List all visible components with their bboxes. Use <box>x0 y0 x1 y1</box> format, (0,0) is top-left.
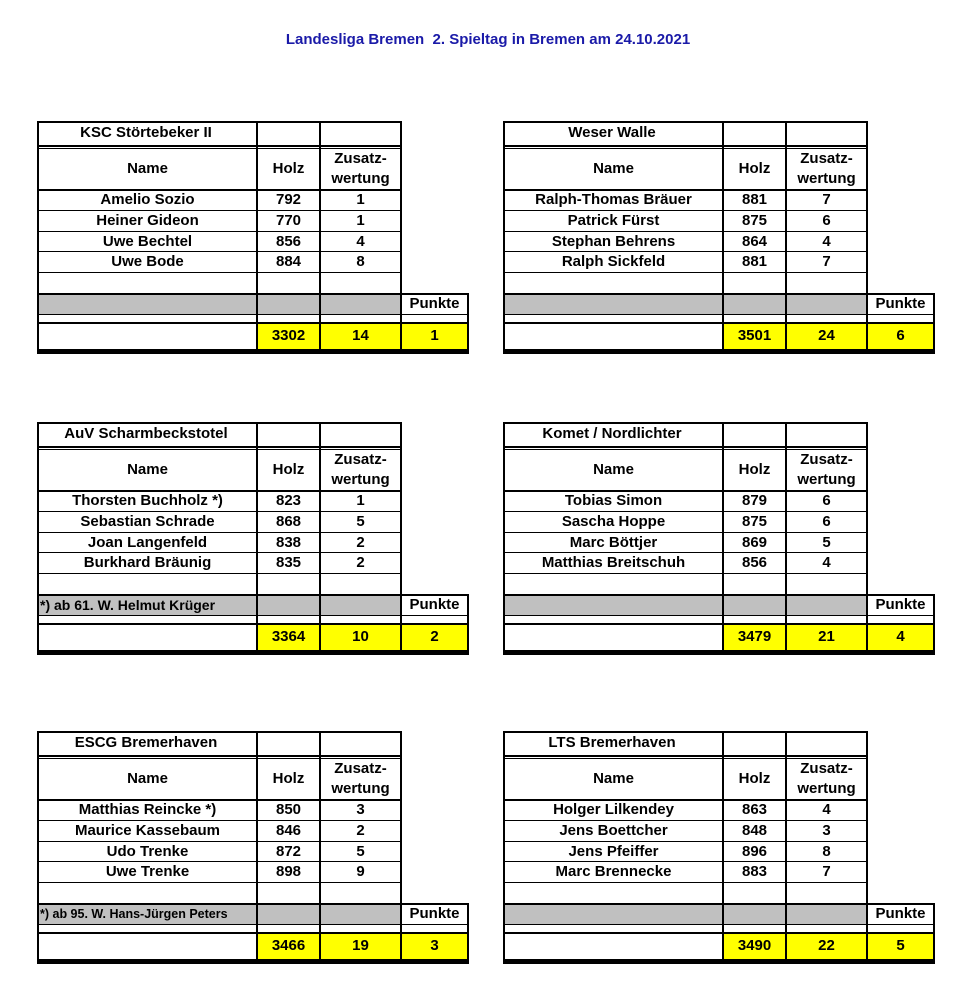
player-name: Stephan Behrens <box>551 232 676 250</box>
player-zusatzwertung: 2 <box>356 554 365 571</box>
player-holz: 863 <box>741 801 768 818</box>
player-holz: 838 <box>275 533 302 551</box>
player-zusatzwertung: 1 <box>356 212 365 229</box>
player-holz: 835 <box>275 554 302 571</box>
column-header-zusatzwertung <box>787 449 866 490</box>
team-punkte: 3 <box>430 937 439 954</box>
player-holz: 864 <box>741 232 768 250</box>
grid-line <box>400 121 402 353</box>
player-zusatzwertung: 7 <box>822 253 831 270</box>
grid-line <box>37 446 402 448</box>
total-zusatzwertung: 19 <box>352 937 369 954</box>
total-holz: 3479 <box>737 628 772 645</box>
column-header-name: Name <box>593 770 634 787</box>
column-header-zusatz-line1: Zusatz- <box>334 149 387 167</box>
column-header-name: Name <box>127 160 168 177</box>
player-zusatzwertung: 7 <box>822 863 831 880</box>
player-zusatzwertung: 4 <box>822 801 831 818</box>
player-holz: 848 <box>741 822 768 839</box>
player-name: Matthias Breitschuh <box>541 554 686 571</box>
column-header-zusatz-line2: wertung <box>797 470 856 488</box>
grid-line <box>503 654 935 655</box>
column-header-holz: Holz <box>738 770 771 787</box>
team-name: LTS Bremerhaven <box>548 734 676 751</box>
total-holz: 3490 <box>737 937 772 954</box>
column-header-zusatz-line2: wertung <box>797 169 856 187</box>
total-holz: 3501 <box>737 327 772 344</box>
player-holz: 869 <box>741 533 768 551</box>
player-holz: 884 <box>275 253 302 270</box>
team-table <box>503 121 935 353</box>
column-header-zusatz-line1: Zusatz- <box>800 450 853 468</box>
team-name: Komet / Nordlichter <box>542 425 682 442</box>
grid-line <box>37 882 402 883</box>
gray-band <box>505 293 866 314</box>
grid-line <box>503 963 935 964</box>
column-header-zusatzwertung <box>787 148 866 189</box>
player-holz: 872 <box>275 842 302 860</box>
player-name: Udo Trenke <box>106 842 189 860</box>
player-holz: 881 <box>741 191 768 208</box>
grid-line <box>37 961 469 963</box>
player-zusatzwertung: 5 <box>822 533 831 551</box>
player-holz: 770 <box>275 212 302 229</box>
player-zusatzwertung: 1 <box>356 191 365 208</box>
player-holz: 868 <box>275 513 302 530</box>
player-zusatzwertung: 2 <box>356 533 365 551</box>
punkte-label: Punkte <box>875 295 926 312</box>
grid-line <box>933 594 935 654</box>
total-holz: 3302 <box>271 327 306 344</box>
player-holz: 898 <box>275 863 302 880</box>
player-zusatzwertung: 6 <box>822 492 831 509</box>
grid-line <box>933 903 935 963</box>
team-name: ESCG Bremerhaven <box>74 734 218 751</box>
player-zusatzwertung: 4 <box>822 232 831 250</box>
team-table <box>37 422 469 654</box>
column-header-zusatz-line2: wertung <box>331 169 390 187</box>
total-zusatzwertung: 14 <box>352 327 369 344</box>
player-zusatzwertung: 4 <box>356 232 365 250</box>
total-zusatzwertung: 21 <box>818 628 835 645</box>
grid-line <box>37 963 469 964</box>
team-name: Weser Walle <box>568 124 656 141</box>
player-zusatzwertung: 2 <box>356 822 365 839</box>
gray-band <box>505 903 866 924</box>
player-holz: 875 <box>741 513 768 530</box>
team-punkte: 2 <box>430 628 439 645</box>
player-holz: 846 <box>275 822 302 839</box>
player-name: Heiner Gideon <box>96 212 199 229</box>
player-holz: 896 <box>741 842 768 860</box>
grid-line <box>503 446 868 448</box>
grid-line <box>503 882 868 883</box>
total-zusatzwertung: 22 <box>818 937 835 954</box>
total-zusatzwertung: 10 <box>352 628 369 645</box>
grid-line <box>503 652 935 654</box>
player-name: Maurice Kassebaum <box>74 822 221 839</box>
grid-line <box>37 145 402 147</box>
column-header-zusatzwertung <box>787 758 866 799</box>
column-header-name: Name <box>127 770 168 787</box>
substitution-note: *) ab 61. W. Helmut Krüger <box>40 597 216 613</box>
grid-line <box>37 314 469 315</box>
player-name: Joan Langenfeld <box>87 533 208 551</box>
grid-line <box>37 755 402 757</box>
punkte-label: Punkte <box>409 905 460 922</box>
player-name: Jens Boettcher <box>559 822 668 839</box>
player-holz: 883 <box>741 863 768 880</box>
player-name: Patrick Fürst <box>567 212 660 229</box>
team-punkte: 6 <box>896 327 905 344</box>
player-zusatzwertung: 4 <box>822 554 831 571</box>
grid-line <box>866 731 868 963</box>
team-name: KSC Störtebeker II <box>80 124 212 141</box>
player-holz: 881 <box>741 253 768 270</box>
grid-line <box>503 924 935 925</box>
player-name: Amelio Sozio <box>100 191 195 208</box>
player-name: Sascha Hoppe <box>561 513 666 530</box>
page-title: Landesliga Bremen 2. Spieltag in Bremen am 24.10.2021 <box>285 31 691 48</box>
column-header-holz: Holz <box>738 160 771 177</box>
grid-line <box>400 422 402 654</box>
player-zusatzwertung: 5 <box>356 513 365 530</box>
player-zusatzwertung: 3 <box>356 801 365 818</box>
punkte-label: Punkte <box>409 596 460 613</box>
player-holz: 875 <box>741 212 768 229</box>
player-name: Uwe Trenke <box>105 863 190 880</box>
column-header-zusatz-line1: Zusatz- <box>334 450 387 468</box>
player-name: Jens Pfeiffer <box>568 842 659 860</box>
column-header-zusatz-line2: wertung <box>331 470 390 488</box>
grid-line <box>933 293 935 353</box>
player-zusatzwertung: 6 <box>822 513 831 530</box>
player-holz: 850 <box>275 801 302 818</box>
column-header-holz: Holz <box>738 461 771 478</box>
column-header-zusatz-line1: Zusatz- <box>800 149 853 167</box>
player-zusatzwertung: 7 <box>822 191 831 208</box>
grid-line <box>503 272 868 273</box>
player-name: Ralph-Thomas Bräuer <box>535 191 692 208</box>
player-zusatzwertung: 8 <box>822 842 831 860</box>
column-header-zusatzwertung <box>321 758 400 799</box>
player-name: Holger Lilkendey <box>553 801 674 818</box>
player-zusatzwertung: 5 <box>356 842 365 860</box>
column-header-zusatz-line2: wertung <box>331 779 390 797</box>
player-holz: 856 <box>275 232 302 250</box>
total-zusatzwertung: 24 <box>818 327 835 344</box>
punkte-label: Punkte <box>875 905 926 922</box>
grid-line <box>866 422 868 654</box>
player-zusatzwertung: 1 <box>356 492 365 509</box>
player-holz: 856 <box>741 554 768 571</box>
grid-line <box>37 652 469 654</box>
player-name: Tobias Simon <box>564 492 663 509</box>
total-holz: 3364 <box>271 628 306 645</box>
gray-band <box>39 293 400 314</box>
grid-line <box>37 654 469 655</box>
player-name: Matthias Reincke *) <box>78 801 217 818</box>
grid-line <box>467 293 469 353</box>
player-zusatzwertung: 6 <box>822 212 831 229</box>
player-name: Thorsten Buchholz *) <box>72 492 223 509</box>
gray-band <box>505 594 866 615</box>
team-table <box>503 422 935 654</box>
grid-line <box>503 351 935 353</box>
player-zusatzwertung: 8 <box>356 253 365 270</box>
player-holz: 823 <box>275 492 302 509</box>
grid-line <box>503 145 868 147</box>
player-name: Burkhard Bräunig <box>83 554 212 571</box>
grid-line <box>37 353 469 354</box>
punkte-label: Punkte <box>409 295 460 312</box>
team-name: AuV Scharmbeckstotel <box>64 425 228 442</box>
grid-line <box>503 353 935 354</box>
column-header-zusatzwertung <box>321 148 400 189</box>
grid-line <box>503 755 868 757</box>
player-holz: 792 <box>275 191 302 208</box>
substitution-note: *) ab 95. W. Hans-Jürgen Peters <box>40 907 228 921</box>
column-header-holz: Holz <box>272 770 305 787</box>
column-header-zusatz-line2: wertung <box>797 779 856 797</box>
team-table <box>37 731 469 963</box>
column-header-name: Name <box>593 461 634 478</box>
grid-line <box>467 903 469 963</box>
column-header-zusatz-line1: Zusatz- <box>334 759 387 777</box>
grid-line <box>37 272 402 273</box>
column-header-name: Name <box>127 461 168 478</box>
grid-line <box>503 314 935 315</box>
player-name: Uwe Bode <box>111 253 184 270</box>
total-holz: 3466 <box>271 937 306 954</box>
team-punkte: 5 <box>896 937 905 954</box>
player-zusatzwertung: 3 <box>822 822 831 839</box>
grid-line <box>866 121 868 353</box>
team-table <box>37 121 469 353</box>
grid-line <box>37 573 402 574</box>
punkte-label: Punkte <box>875 596 926 613</box>
grid-line <box>503 615 935 616</box>
player-name: Uwe Bechtel <box>102 232 193 250</box>
team-punkte: 4 <box>896 628 905 645</box>
player-zusatzwertung: 9 <box>356 863 365 880</box>
team-punkte: 1 <box>430 327 439 344</box>
player-name: Marc Böttjer <box>569 533 658 551</box>
player-name: Ralph Sickfeld <box>561 253 666 270</box>
grid-line <box>467 594 469 654</box>
grid-line <box>400 731 402 963</box>
grid-line <box>503 573 868 574</box>
column-header-holz: Holz <box>272 160 305 177</box>
column-header-zusatzwertung <box>321 449 400 490</box>
team-table <box>503 731 935 963</box>
grid-line <box>37 351 469 353</box>
player-holz: 879 <box>741 492 768 509</box>
column-header-holz: Holz <box>272 461 305 478</box>
column-header-name: Name <box>593 160 634 177</box>
player-name: Marc Brennecke <box>555 863 672 880</box>
player-name: Sebastian Schrade <box>80 513 215 530</box>
grid-line <box>503 961 935 963</box>
column-header-zusatz-line1: Zusatz- <box>800 759 853 777</box>
